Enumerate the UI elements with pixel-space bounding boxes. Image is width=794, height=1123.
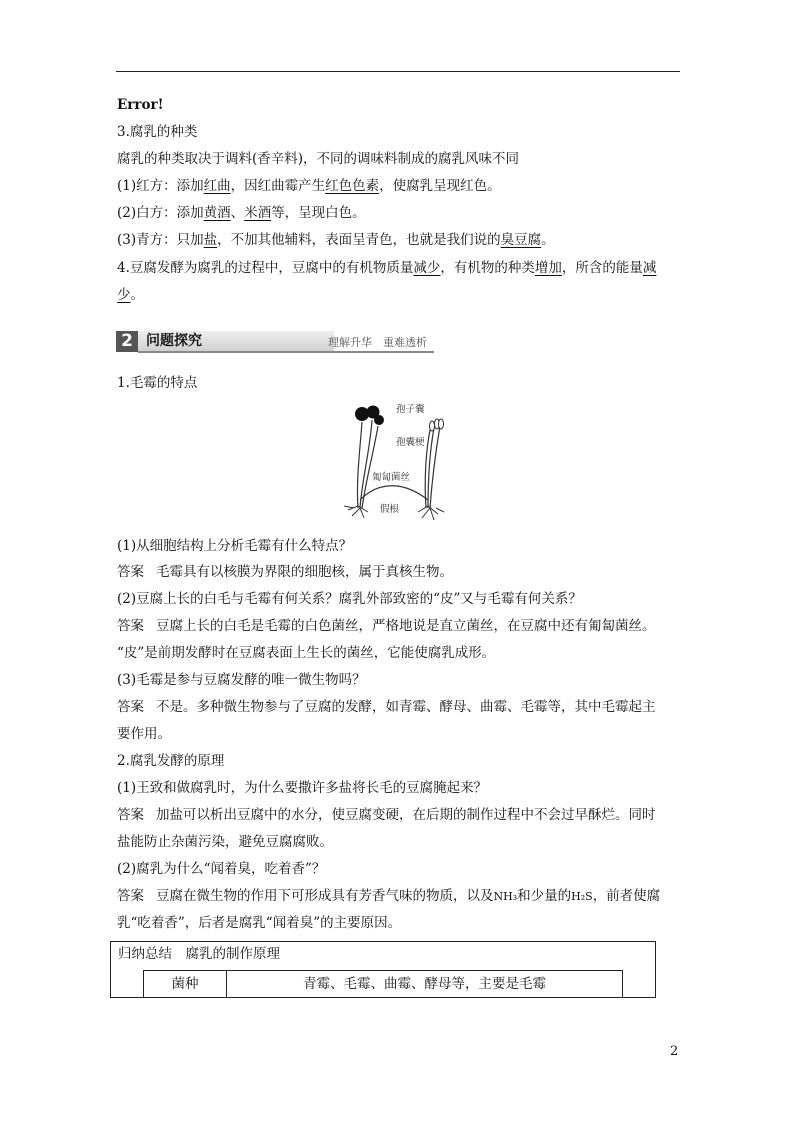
- part1-question-1: (1)从细胞结构上分析毛霉有什么特点？: [117, 538, 353, 554]
- part2-question-2: (2)腐乳为什么“闻着臭，吃着香”？: [117, 861, 326, 877]
- fermentation-change-line1: 4.豆腐发酵为腐乳的过程中，豆腐中的有机物质量减少，有机物的种类增加，所含的能量减: [117, 260, 657, 276]
- summary-title: 归纳总结 腐乳的制作原理: [118, 946, 280, 962]
- page-number: 2: [670, 1044, 679, 1059]
- fermentation-change-line2: 少。: [117, 287, 144, 303]
- mucor-figure: [340, 400, 460, 522]
- header-rule: [116, 71, 680, 72]
- summary-box: [110, 941, 656, 998]
- section-number: 2: [116, 331, 138, 352]
- figure-label-sporangiophore: 孢囊梗: [396, 437, 425, 448]
- sporangium-6: [439, 419, 444, 429]
- part1-question-2: (2)豆腐上长的白毛与毛霉有何关系？腐乳外部致密的“皮”又与毛霉有何关系？: [117, 591, 582, 607]
- types-heading: 3.腐乳的种类: [117, 124, 198, 140]
- section-subtitle: 理解升华 重难透析: [328, 336, 427, 349]
- section-title: 问题探究: [138, 331, 334, 352]
- white-type-line: (2)白方：添加黄酒、米酒等，呈现白色。: [117, 205, 366, 221]
- red-type-line: (1)红方：添加红曲，因红曲霉产生红色色素，使腐乳呈现红色。: [117, 178, 501, 194]
- part1-answer-3: 答案 不是。多种微生物参与了豆腐的发酵，如青霉、酵母、曲霉、毛霉等，其中毛霉起主: [117, 699, 656, 715]
- figure-label-rhizoid: 假根: [380, 504, 400, 515]
- summary-row-value: 青霉、毛霉、曲霉、酵母等，主要是毛霉: [303, 976, 546, 992]
- part2-answer-2: 答案 豆腐在微生物的作用下可形成具有芳香气味的物质，以及NH₃和少量的H₂S，前者使腐: [117, 888, 661, 904]
- part2-answer-1: 答案 加盐可以析出豆腐中的水分，使豆腐变硬，在后期的制作过程中不会过早酥烂。同时: [117, 807, 656, 823]
- section-underline: [138, 351, 434, 353]
- part1-answer-3-cont: 要作用。: [117, 726, 171, 742]
- mucor-diagram: [340, 400, 460, 522]
- part2-heading: 2.腐乳发酵的原理: [117, 753, 225, 769]
- sporangium-4: [430, 421, 435, 431]
- part1-answer-2-cont: “皮”是前期发酵时在豆腐表面上生长的菌丝，它能使腐乳成形。: [117, 645, 496, 661]
- part1-answer-1: 答案 毛霉具有以核膜为界限的细胞核，属于真核生物。: [117, 564, 453, 580]
- green-type-line: (3)青方：只加盐，不加其他辅料，表面呈青色，也就是我们说的臭豆腐。: [117, 232, 555, 248]
- summary-table: [143, 970, 623, 998]
- part1-heading: 1.毛霉的特点: [117, 375, 198, 391]
- summary-row-key: 菌种: [144, 971, 227, 998]
- part1-answer-2: 答案 豆腐上长的白毛是毛霉的白色菌丝，严格地说是直立菌丝，在豆腐中还有匍匐菌丝。: [117, 618, 656, 634]
- part1-question-3: (3)毛霉是参与豆腐发酵的唯一微生物吗？: [117, 672, 366, 688]
- figure-label-sporangium: 孢子囊: [396, 404, 425, 415]
- error-text: Error!: [117, 97, 164, 113]
- part2-question-1: (1)王致和做腐乳时，为什么要撒许多盐将长毛的豆腐腌起来？: [117, 780, 488, 796]
- section-header: [116, 331, 434, 352]
- part2-answer-1-cont: 盐能防止杂菌污染，避免豆腐腐败。: [117, 834, 333, 850]
- types-intro: 腐乳的种类取决于调料(香辛料)，不同的调味料制成的腐乳风味不同: [117, 151, 520, 167]
- part2-answer-2-cont: 乳“吃着香”，后者是腐乳“闻着臭”的主要原因。: [117, 915, 402, 931]
- sporangium-3: [374, 415, 384, 425]
- figure-label-stolon: 匍匐菌丝: [372, 472, 411, 483]
